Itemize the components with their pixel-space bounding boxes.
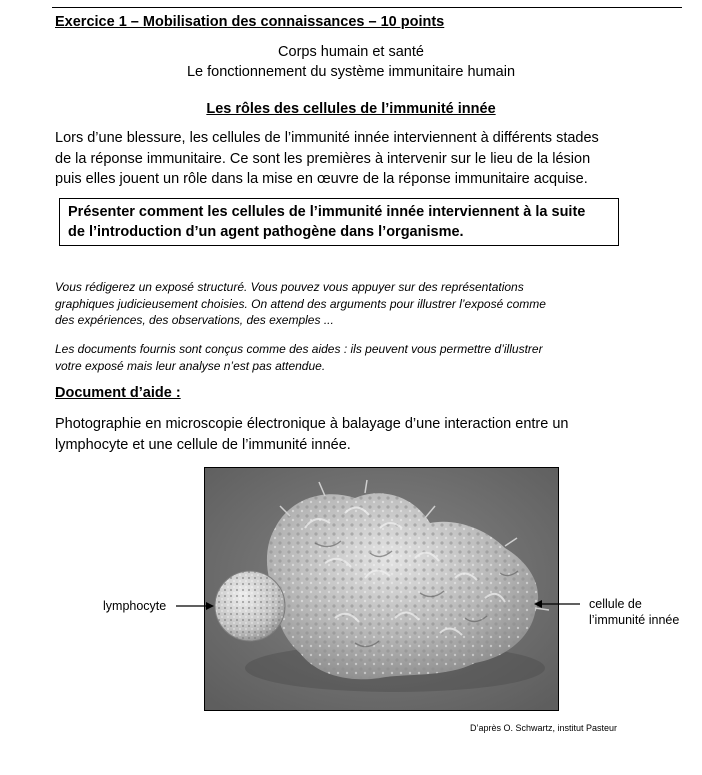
caption-line: lymphocyte et une cellule de l’immunité innée. [55,436,351,453]
caption-line: Photographie en microscopie électronique à balayage d’une interaction entre un [55,416,569,432]
intro-line: puis elles jouent un rôle dans la mise en œuvre de la réponse immunitaire acquise. [55,171,588,187]
label-lymphocyte: lymphocyte [103,599,167,613]
instruction-line: Vous rédigerez un exposé structuré. Vous pouvez vous appuyer sur des représentations [55,280,524,294]
instruction-line: Les documents fournis sont conçus comme des aides : ils peuvent vous permettre d’illustrer [55,342,543,356]
label-innate-cell [589,596,679,628]
label-innate-line1: cellule de [589,597,642,611]
document-title: Document d’aide : [55,385,181,401]
theme-title: Corps humain et santé [278,44,424,60]
instructions-paragraph-2 [55,341,625,374]
task-line: Présenter comment les cellules de l’immunité innée interviennent à la suite [68,204,586,220]
arrow-right-icon [176,600,216,612]
instruction-line: graphiques judicieusement choisies. On attend des arguments pour illustrer l’exposé comme [55,296,546,311]
photo-credit: D’après O. Schwartz, institut Pasteur [470,723,618,733]
label-innate-line2: l’immunité innée [589,613,680,627]
instructions-paragraph-1 [55,279,625,329]
exercise-title: Exercice 1 – Mobilisation des connaissances – 10 points [55,14,445,30]
task-line: de l’introduction d’un agent pathogène dans l’organisme. [68,224,464,240]
section-title: Les rôles des cellules de l’immunité innée [206,101,496,117]
micrograph-illustration [205,468,559,711]
intro-line: de la réponse immunitaire. Ce sont les premières à intervenir sur le lieu de la lésion [55,150,591,167]
intro-line: Lors d’une blessure, les cellules de l’immunité innée interviennent à différents stades [55,130,599,146]
intro-paragraph [55,128,655,190]
instruction-line: votre exposé mais leur analyse n’est pas attendue. [55,358,326,373]
instruction-line: des expériences, des observations, des exemples ... [55,313,334,327]
top-rule [52,7,682,8]
subtheme-title: Le fonctionnement du système immunitaire humain [186,64,516,80]
task-box [59,198,619,246]
arrow-left-icon [532,598,582,610]
micrograph-image [204,467,559,711]
document-caption [55,414,655,455]
